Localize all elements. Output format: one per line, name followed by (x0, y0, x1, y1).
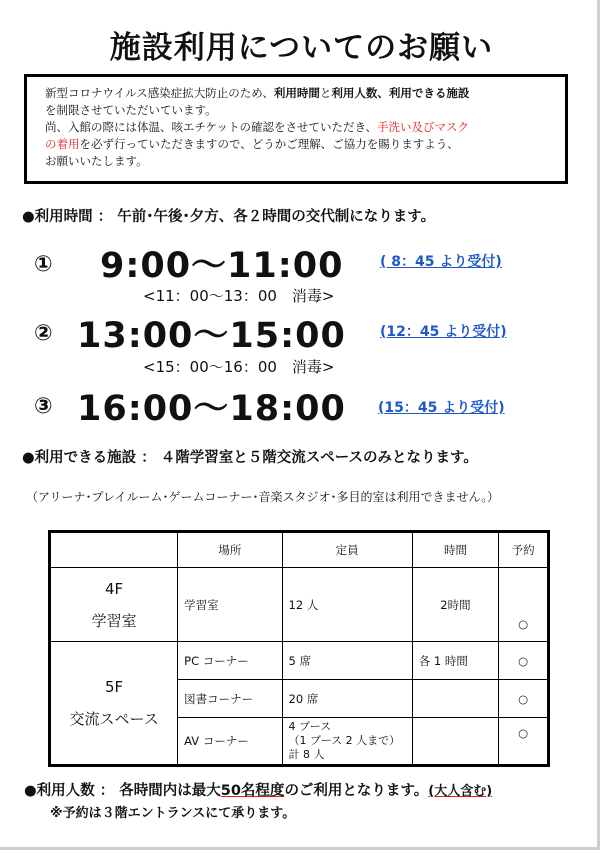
header-cell (50, 532, 178, 568)
time-cell (412, 680, 498, 718)
time-cell: 2時間 (412, 568, 498, 642)
notice-bold: 利用人数、利用できる施設 (331, 86, 470, 100)
page-title: 施設利用についてのお願い (109, 30, 494, 66)
reservation-cell: ○ (499, 642, 549, 680)
place-cell: PC コーナー (178, 642, 282, 680)
floor-room: 交流スペース (69, 710, 159, 728)
slot-accept-time: (15：45 より受付) (378, 400, 505, 416)
capacity-cell: 20 席 (282, 680, 412, 718)
place-cell: AV コーナー (178, 718, 282, 766)
notice-red-text: 手洗い及びマスク (377, 120, 470, 134)
notice-red-text: の着用 (45, 137, 80, 151)
place-cell: 学習室 (178, 568, 282, 642)
footer-underlined: (大人含む) (428, 784, 493, 799)
floor-room: 学習室 (91, 611, 137, 630)
reservation-cell: ○ (499, 568, 549, 642)
slot-time: 13:00〜15:00 (77, 316, 346, 356)
header-cell: 定員 (282, 532, 412, 568)
time-cell: 各 1 時間 (412, 642, 498, 680)
slot-number: ② (34, 321, 53, 346)
header-cell: 予約 (499, 532, 549, 568)
capacity-line: 4 ブース (288, 720, 332, 733)
floor-cell (50, 568, 178, 642)
footer-text: ●利用人数 ： 各時間内は最大 (24, 783, 221, 799)
notice-text: を制限させていただいています。 (45, 103, 217, 117)
notice-bold: 利用時間 (273, 86, 320, 100)
footer-underlined: 50名程度 (220, 783, 285, 799)
time-cell (412, 718, 498, 766)
reservation-note: ※予約は３階エントランスにて承ります。 (50, 806, 296, 821)
table-row (50, 642, 549, 680)
table-row (50, 568, 549, 642)
capacity-cell (282, 718, 412, 766)
facility-note: （アリーナ･プレイルーム･ゲームコーナー･音楽スタジオ･多目的室は利用できません。） (26, 490, 500, 504)
disinfect-time: <15：00〜16：00 消毒> (143, 358, 335, 376)
slot-time: 16:00〜18:00 (77, 389, 346, 429)
slot-accept-time: ( 8：45 より受付) (380, 254, 502, 270)
notice-text: 新型コロナウイルス感染症拡大防止のため、 (45, 86, 274, 100)
floor-label: 4F (105, 579, 124, 598)
capacity-notice (24, 779, 492, 800)
time-heading: ●利用時間 ： 午前･午後･夕方、各２時間の交代制になります。 (22, 209, 436, 225)
disinfect-time: <11：00〜13：00 消毒> (143, 287, 335, 305)
notice-text: お願いいたします。 (45, 154, 148, 168)
reservation-cell: ○ (499, 680, 549, 718)
capacity-line: （1 ブース 2 人まで） (288, 734, 401, 747)
place-cell: 図書コーナー (178, 680, 282, 718)
notice-text: 尚、入館の際には体温、咳エチケットの確認をさせていただき、 (45, 120, 378, 134)
header-cell: 時間 (412, 532, 498, 568)
slot-accept-time: (12：45 より受付) (380, 324, 507, 340)
slot-number: ③ (34, 394, 53, 419)
capacity-line: 計 8 人 (288, 748, 325, 761)
footer-text: のご利用となります。 (284, 783, 429, 799)
header-cell: 場所 (178, 532, 282, 568)
floor-label: 5F (105, 678, 124, 696)
facility-heading: ●利用できる施設 ： ４階学習室と５階交流スペースのみとなります。 (22, 450, 478, 466)
slot-number: ① (34, 252, 53, 277)
notice-text: を必ず行っていただきますので、どうかご理解、ご協力を賜りますよう、 (79, 137, 459, 151)
reservation-cell: ○ (499, 718, 549, 766)
table-header-row (50, 532, 549, 568)
capacity-cell: 5 席 (282, 642, 412, 680)
facility-table (48, 530, 550, 767)
notice-box (24, 74, 568, 184)
notice-text: と (319, 86, 332, 100)
slot-time: 9:00〜11:00 (100, 246, 344, 286)
capacity-cell: 12 人 (282, 568, 412, 642)
floor-cell (50, 642, 178, 766)
